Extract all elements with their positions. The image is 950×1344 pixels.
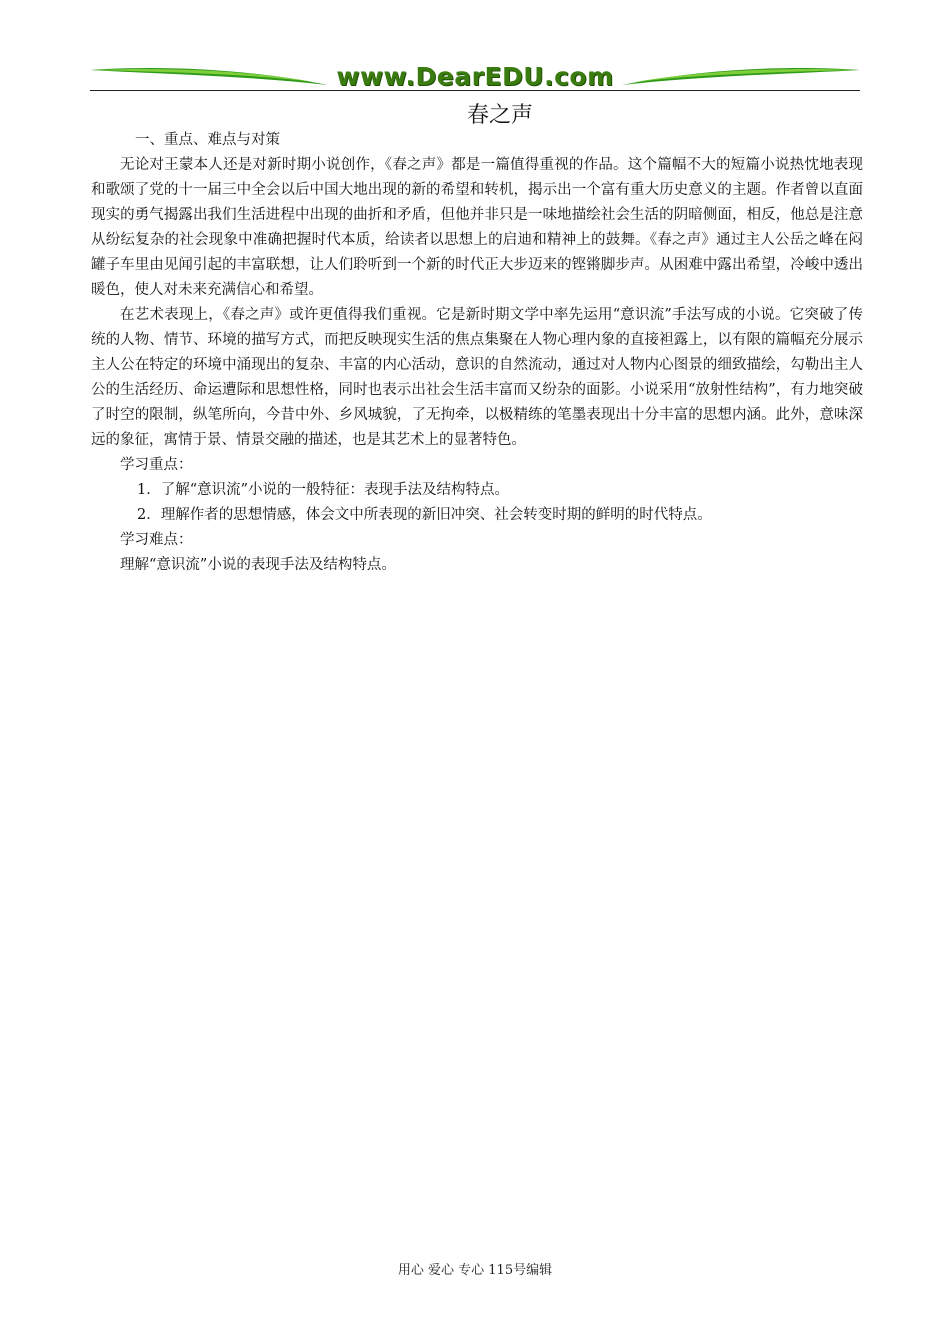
key-points-label: 学习重点： — [120, 457, 193, 473]
site-header-banner — [90, 60, 860, 94]
section-heading: 一、重点、难点与对策 — [135, 132, 280, 148]
document-body — [91, 128, 863, 578]
document-title: 春之声 — [466, 103, 533, 128]
body-paragraph-1: 无论对王蒙本人还是对新时期小说创作，《春之声》都是一篇值得重视的作品。这个篇幅不大的短篇小说热忱地表现和歌颂了党的十一届三中全会以后中国大地出现的新的希望和转机，揭示出一个富有重大历史意义的主题。作者曾以直面现实的勇气揭露出我们生活进程中出现的曲折和矛盾，但他并非只是一味地描绘社会生活的阴暗侧面，相反，他总是注意从纷纭复杂的社会现象中准确把握时代本质，给读者以思想上的启迪和精神上的鼓舞。《春之声》通过主人公岳之峰在闷罐子车里由见闻引起的丰富联想，让人们聆听到一个新的时代正大步迈来的铿锵脚步声。从困难中露出希望，冷峻中透出暖色，使人对未来充满信心和希望。 — [91, 157, 863, 298]
body-paragraph-2: 在艺术表现上，《春之声》或许更值得我们重视。它是新时期文学中率先运用“意识流”手法写成的小说。它突破了传统的人物、情节、环境的描写方式，而把反映现实生活的焦点集聚在人物心理内象的直接袒露上，以有限的篇幅充分展示主人公在特定的环境中涌现出的复杂、丰富的内心活动，意识的自然流动，通过对人物内心图景的细致描绘，勾勒出主人公的生活经历、命运遭际和思想性格，同时也表示出社会生活丰富而又纷杂的面影。小说采用“放射性结构”，有力地突破了时空的限制，纵笔所向，今昔中外、乡风城貌，了无拘牵，以极精练的笔墨表现出十分丰富的思想内涵。此外，意味深远的象征，寓情于景、情景交融的描述，也是其艺术上的显著特色。 — [91, 307, 863, 448]
site-logo-text: www.DearEDU.com — [336, 62, 614, 91]
header-divider — [90, 90, 860, 91]
page-footer: 用心 爱心 专心 115号编辑 — [397, 1263, 553, 1278]
difficulty-label: 学习难点： — [120, 532, 193, 548]
difficulty-text: 理解“意识流”小说的表现手法及结构特点。 — [120, 557, 396, 573]
key-point-item-1: 1．了解“意识流”小说的一般特征：表现手法及结构特点。 — [137, 482, 510, 498]
key-point-item-2: 2．理解作者的思想情感，体会文中所表现的新旧冲突、社会转变时期的鲜明的时代特点。 — [137, 507, 712, 523]
